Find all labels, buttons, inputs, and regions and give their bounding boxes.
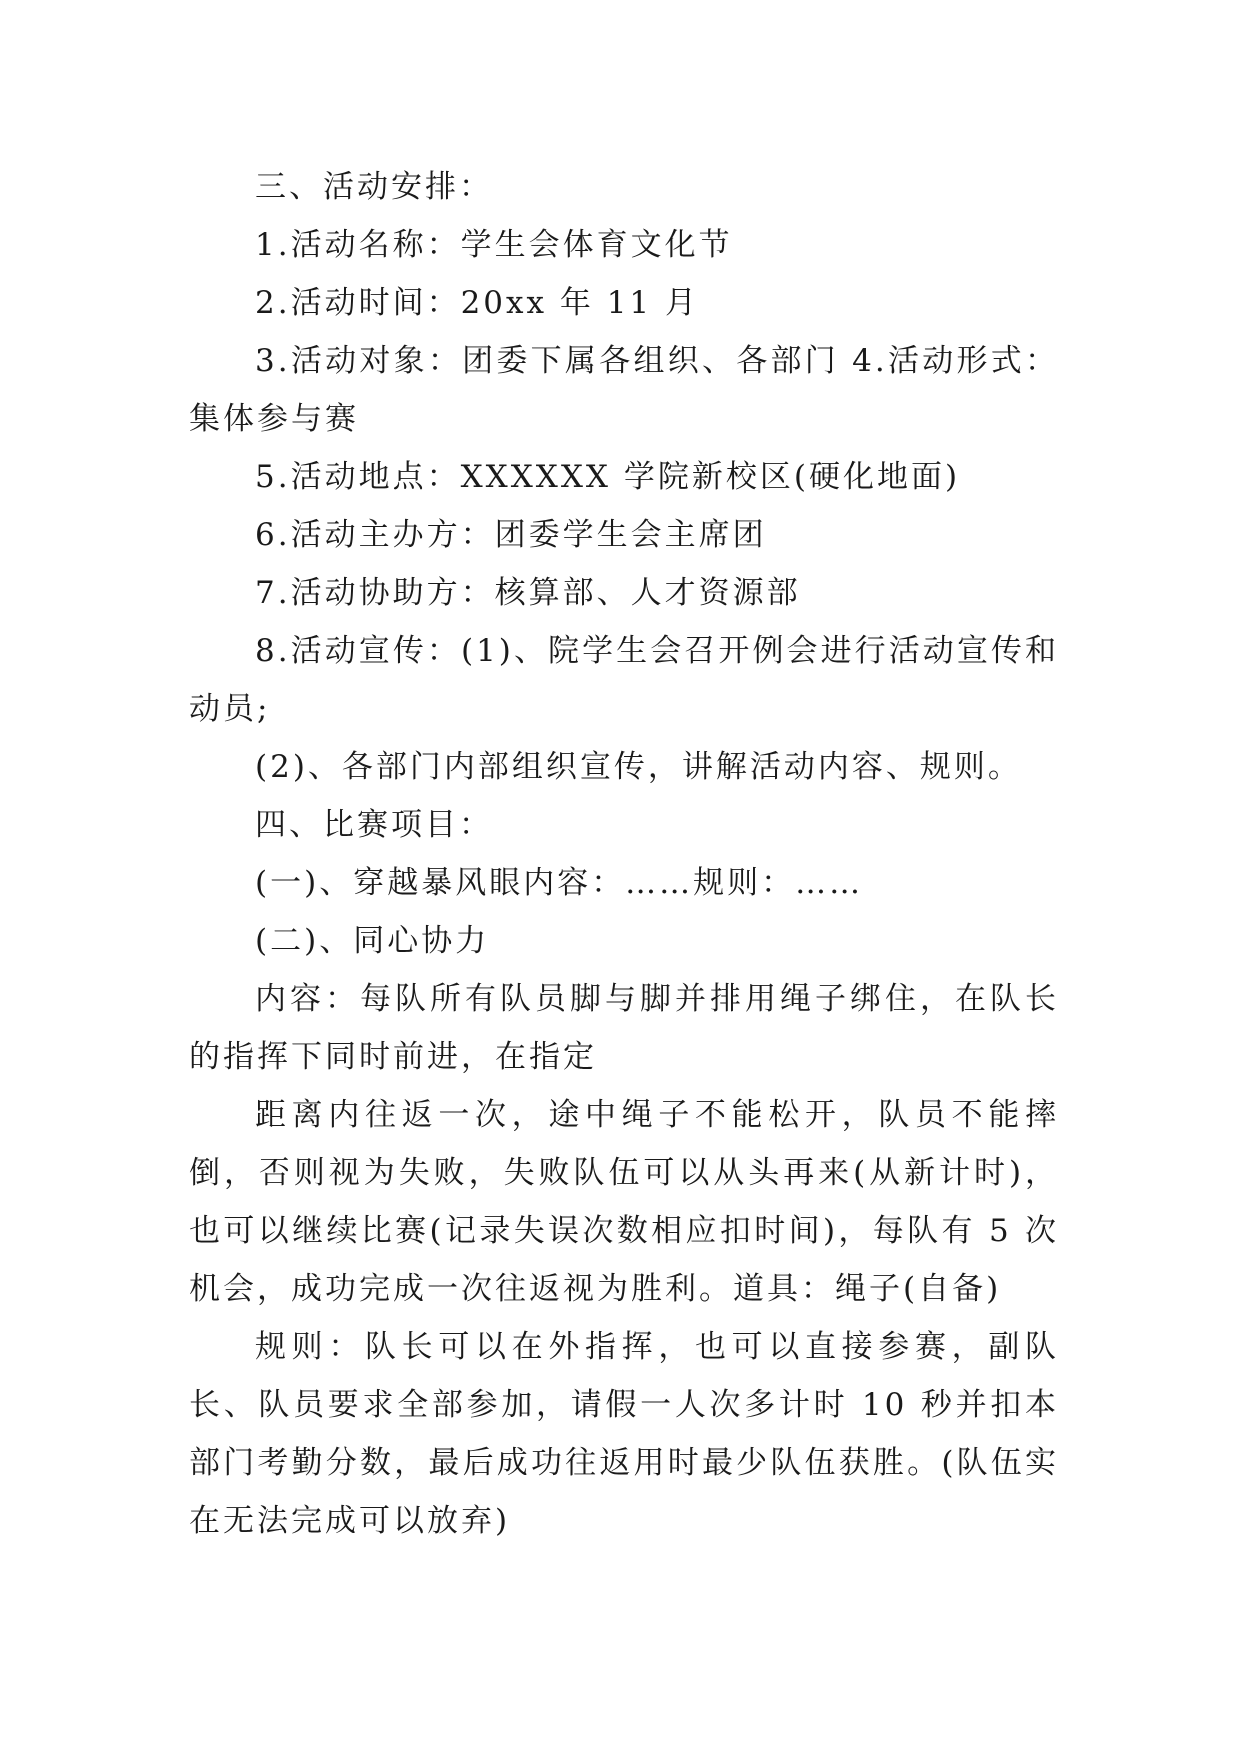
competition-item-2-rules: 规则：队长可以在外指挥，也可以直接参赛，副队长、队员要求全部参加，请假一人次多计时 10 秒并扣本部门考勤分数，最后成功往返用时最少队伍获胜。(队伍实在无法完成可以放弃) xyxy=(189,1329,1059,1539)
competition-item-2-details: 距离内往返一次，途中绳子不能松开，队员不能摔倒，否则视为失败，失败队伍可以从头再来(从新计时)，也可以继续比赛(记录失误次数相应扣时间)，每队有 5 次机会，成功完成一次往返视为胜利。道具：绳子(自备) xyxy=(189,1097,1059,1307)
competition-item-1: (一)、穿越暴风眼内容：……规则：…… xyxy=(255,865,864,901)
item-activity-name: 1.活动名称：学生会体育文化节 xyxy=(255,227,733,263)
item-activity-publicity: 8.活动宣传：(1)、院学生会召开例会进行活动宣传和动员; xyxy=(189,633,1059,727)
item-activity-target-and-form: 3.活动对象：团委下属各组织、各部门 4.活动形式：集体参与赛 xyxy=(189,343,1059,437)
document-body xyxy=(189,158,1059,1550)
competition-item-2-content: 内容：每队所有队员脚与脚并排用绳子绑住，在队长的指挥下同时前进，在指定 xyxy=(189,981,1059,1075)
item-activity-publicity-2: (2)、各部门内部组织宣传，讲解活动内容、规则。 xyxy=(255,749,1022,785)
item-activity-organizer: 6.活动主办方：团委学生会主席团 xyxy=(255,517,767,553)
section-heading-activity-arrangement: 三、活动安排： xyxy=(255,169,493,205)
item-activity-assistant: 7.活动协助方：核算部、人才资源部 xyxy=(255,575,801,611)
item-activity-location: 5.活动地点：XXXXXX 学院新校区(硬化地面) xyxy=(255,459,961,495)
item-activity-time: 2.活动时间：20xx 年 11 月 xyxy=(255,285,699,321)
competition-item-2-title: (二)、同心协力 xyxy=(255,923,490,959)
section-heading-competition-items: 四、比赛项目： xyxy=(255,807,493,843)
